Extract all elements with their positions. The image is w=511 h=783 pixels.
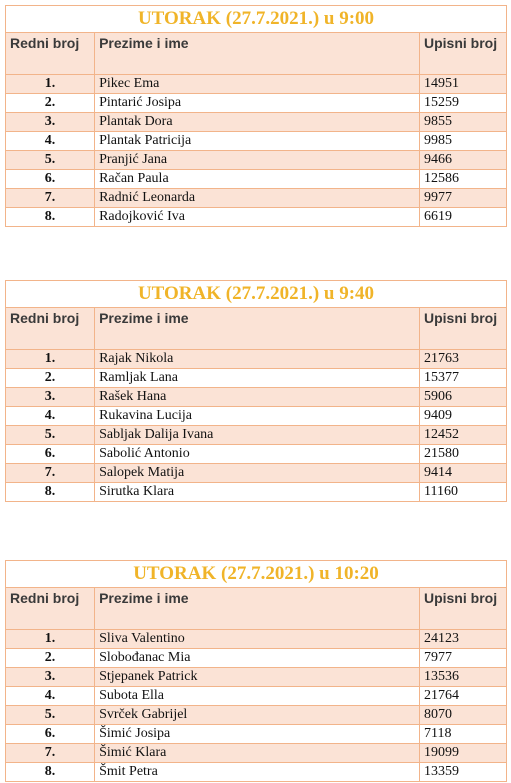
row-number: 3. [6,388,95,407]
table-title: UTORAK (27.7.2021.) u 9:40 [6,281,507,308]
row-number: 4. [6,132,95,151]
enrollment-number: 13536 [419,668,506,687]
student-name: Račan Paula [95,170,420,189]
row-number: 3. [6,668,95,687]
student-name: Subota Ella [95,687,420,706]
student-name: Rašek Hana [95,388,420,407]
table-row [6,668,507,687]
student-name: Rukavina Lucija [95,407,420,426]
table-row [6,208,507,227]
student-name: Plantak Patricija [95,132,420,151]
row-number: 6. [6,445,95,464]
table-row [6,369,507,388]
table-row [6,445,507,464]
student-name: Šmit Petra [95,763,420,782]
enrollment-number: 8070 [419,706,506,725]
table-row [6,706,507,725]
student-name: Sirutka Klara [95,483,420,502]
student-name: Svrček Gabrijel [95,706,420,725]
student-name: Radojković Iva [95,208,420,227]
enrollment-number: 9414 [419,464,506,483]
table-row [6,426,507,445]
row-number: 1. [6,75,95,94]
schedule-table-3 [5,560,507,782]
column-header-id: Upisni broj [419,33,506,75]
student-name: Sabolić Antonio [95,445,420,464]
enrollment-number: 9985 [419,132,506,151]
enrollment-number: 6619 [419,208,506,227]
enrollment-number: 14951 [419,75,506,94]
table-row [6,170,507,189]
table-row [6,94,507,113]
student-name: Sliva Valentino [95,630,420,649]
column-header-name: Prezime i ime [95,588,420,630]
table-row [6,151,507,170]
row-number: 4. [6,407,95,426]
enrollment-number: 21580 [419,445,506,464]
schedule-table-1 [5,5,507,227]
column-header-rank: Redni broj [6,588,95,630]
row-number: 4. [6,687,95,706]
enrollment-number: 11160 [419,483,506,502]
column-header-id: Upisni broj [419,588,506,630]
row-number: 2. [6,369,95,388]
row-number: 5. [6,426,95,445]
student-name: Sabljak Dalija Ivana [95,426,420,445]
enrollment-number: 19099 [419,744,506,763]
row-number: 2. [6,649,95,668]
row-number: 1. [6,630,95,649]
schedule-table-2 [5,280,507,502]
row-number: 5. [6,706,95,725]
enrollment-number: 21763 [419,350,506,369]
table-row [6,388,507,407]
enrollment-number: 13359 [419,763,506,782]
enrollment-number: 9855 [419,113,506,132]
column-header-rank: Redni broj [6,308,95,350]
table-title: UTORAK (27.7.2021.) u 10:20 [6,561,507,588]
enrollment-number: 9409 [419,407,506,426]
table-row [6,483,507,502]
row-number: 8. [6,763,95,782]
table-row [6,113,507,132]
student-name: Pintarić Josipa [95,94,420,113]
student-name: Radnić Leonarda [95,189,420,208]
row-number: 8. [6,483,95,502]
column-header-rank: Redni broj [6,33,95,75]
enrollment-number: 9977 [419,189,506,208]
table-row [6,350,507,369]
enrollment-number: 15259 [419,94,506,113]
student-name: Šimić Josipa [95,725,420,744]
row-number: 7. [6,464,95,483]
table-row [6,649,507,668]
student-name: Pranjić Jana [95,151,420,170]
student-name: Plantak Dora [95,113,420,132]
table-row [6,744,507,763]
table-row [6,75,507,94]
student-name: Salopek Matija [95,464,420,483]
table-row [6,464,507,483]
table-row [6,132,507,151]
table-row [6,630,507,649]
row-number: 3. [6,113,95,132]
enrollment-number: 9466 [419,151,506,170]
row-number: 2. [6,94,95,113]
student-name: Slobođanac Mia [95,649,420,668]
table-row [6,189,507,208]
row-number: 6. [6,170,95,189]
student-name: Stjepanek Patrick [95,668,420,687]
student-name: Šimić Klara [95,744,420,763]
column-header-name: Prezime i ime [95,33,420,75]
student-name: Rajak Nikola [95,350,420,369]
column-header-id: Upisni broj [419,308,506,350]
row-number: 7. [6,189,95,208]
table-row [6,725,507,744]
enrollment-number: 21764 [419,687,506,706]
row-number: 7. [6,744,95,763]
row-number: 5. [6,151,95,170]
row-number: 1. [6,350,95,369]
enrollment-number: 24123 [419,630,506,649]
table-title: UTORAK (27.7.2021.) u 9:00 [6,6,507,33]
enrollment-number: 7977 [419,649,506,668]
enrollment-number: 12586 [419,170,506,189]
row-number: 8. [6,208,95,227]
enrollment-number: 15377 [419,369,506,388]
column-header-name: Prezime i ime [95,308,420,350]
row-number: 6. [6,725,95,744]
enrollment-number: 5906 [419,388,506,407]
enrollment-number: 12452 [419,426,506,445]
enrollment-number: 7118 [419,725,506,744]
table-row [6,687,507,706]
student-name: Ramljak Lana [95,369,420,388]
table-row [6,407,507,426]
student-name: Pikec Ema [95,75,420,94]
table-row [6,763,507,782]
